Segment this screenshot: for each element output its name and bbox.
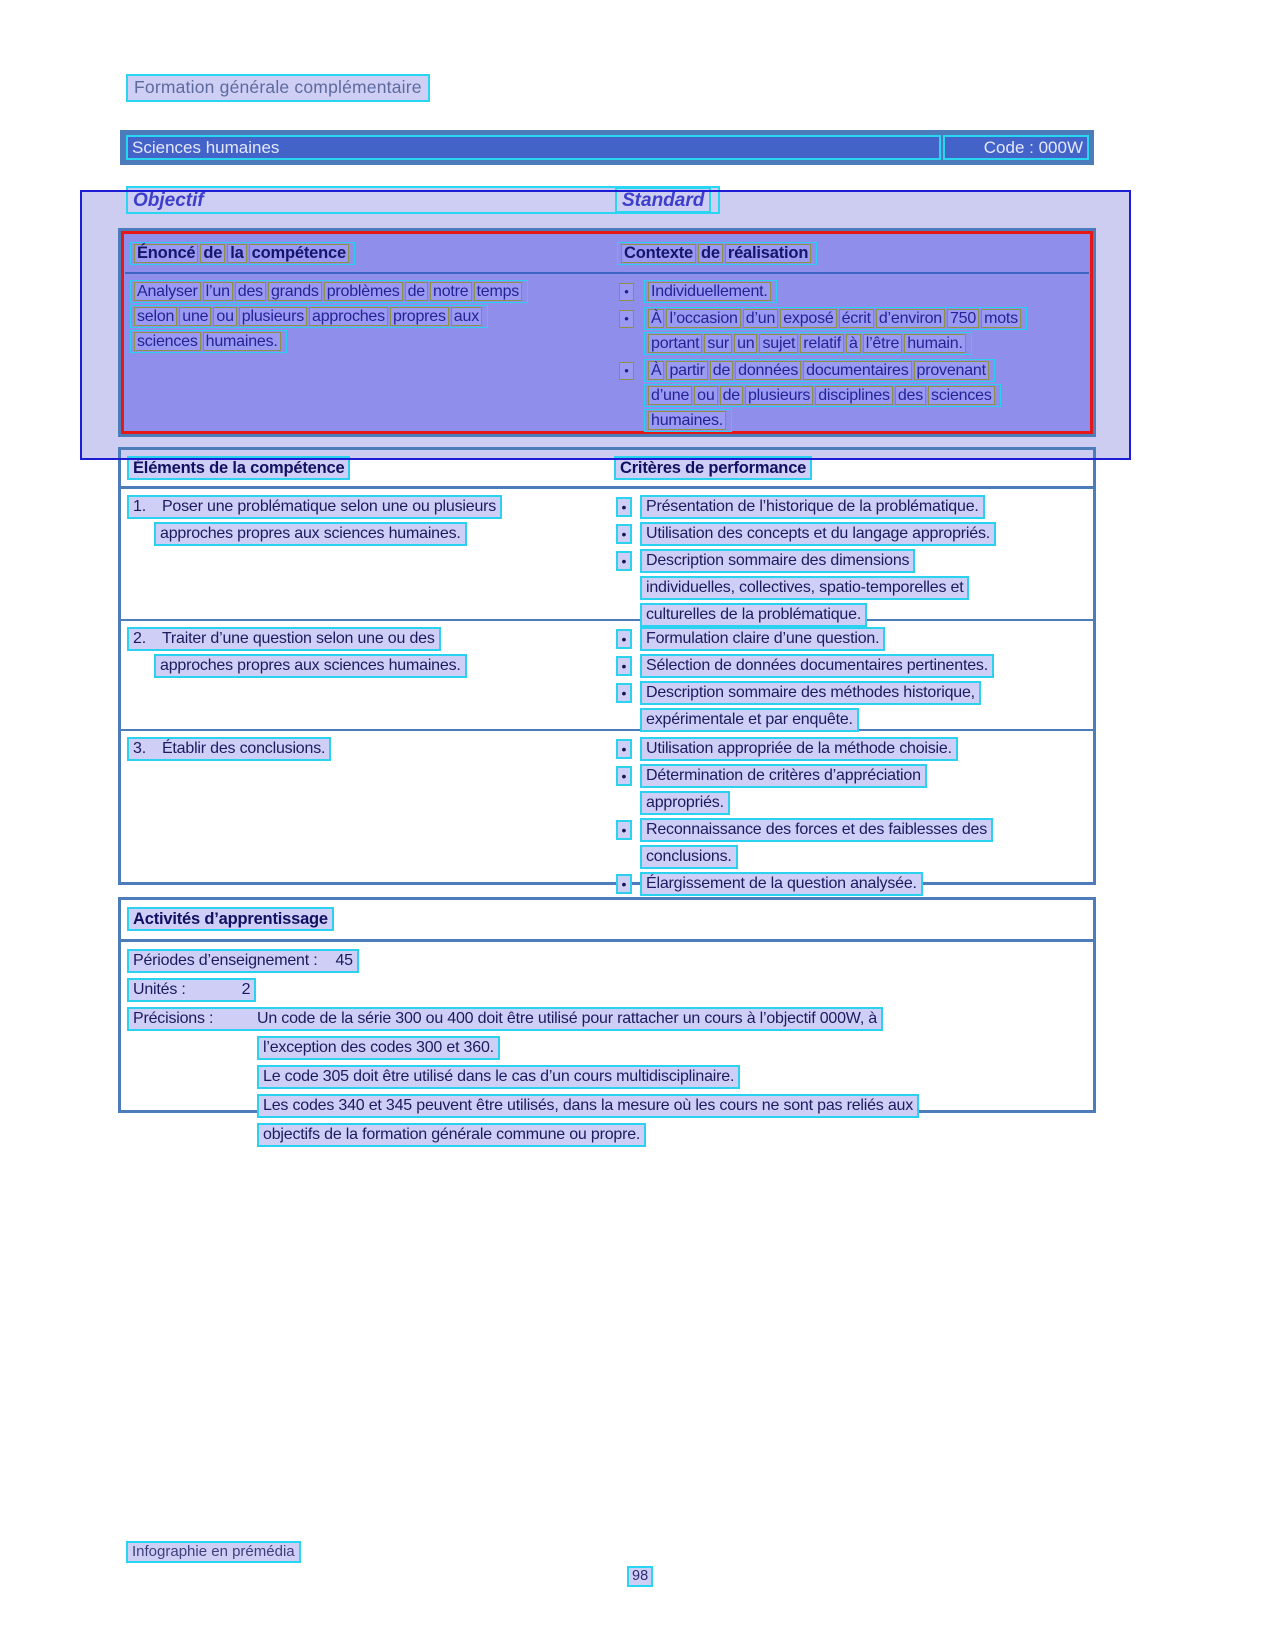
criteria-lines [640, 872, 923, 899]
activities-body [121, 942, 1093, 1150]
line-highlight [130, 305, 488, 328]
word-highlight: portant [648, 334, 702, 353]
word-highlight: réalisation [725, 244, 811, 263]
word-highlight: disciplines [815, 386, 893, 405]
word-highlight: sujet [759, 334, 798, 353]
word-highlight: relatif [800, 334, 844, 353]
criteria-lines [640, 737, 958, 764]
bullet-icon: • [619, 362, 634, 380]
periodes-line [127, 949, 1087, 976]
bullet-icon: • [619, 283, 634, 301]
line-highlight: 3. Établir des conclusions. [127, 737, 331, 761]
bullet-icon: • [616, 766, 632, 786]
competence-table-red-frame [121, 231, 1093, 434]
criteria-item [614, 764, 1087, 818]
elements-table [118, 447, 1096, 892]
word-highlight: une [179, 307, 211, 326]
subject-banner [120, 130, 1094, 165]
enonce-line [130, 305, 617, 330]
table-row [121, 731, 1093, 903]
bullet-icon: • [616, 739, 632, 759]
word-highlight: d’une [648, 386, 692, 405]
word-highlight: temps [474, 282, 523, 301]
element-number: 1. [133, 498, 146, 515]
criteria-item [614, 818, 1087, 872]
word-highlight: de [720, 386, 743, 405]
word-highlight: écrit [839, 309, 874, 328]
footer-note [126, 1541, 301, 1563]
word-highlight: de [200, 244, 225, 263]
word-highlight: problèmes [324, 282, 403, 301]
criteria-item [614, 681, 1087, 735]
word-highlight: Analyser [134, 282, 201, 301]
word-highlight: l’un [203, 282, 233, 301]
word-highlight: documentaires [803, 361, 911, 380]
word-highlight: de [698, 244, 723, 263]
line-highlight [644, 409, 732, 432]
line-highlight: Présentation de l’historique de la problématique. [640, 495, 985, 519]
word-highlight: 750 [947, 309, 979, 328]
standard-heading-box [615, 187, 711, 213]
precisions-text: Un code de la série 300 ou 400 doit être utilisé pour rattacher un cours à l’objectif 000W, à [257, 1010, 878, 1027]
word-highlight: selon [134, 307, 177, 326]
subject-name [126, 135, 941, 160]
word-highlight: Contexte [621, 244, 696, 263]
competence-table-header [124, 234, 1090, 272]
line-highlight [617, 242, 817, 265]
line-highlight [614, 456, 812, 480]
line-highlight [644, 359, 995, 382]
word-highlight: des [235, 282, 266, 301]
activities-header-text: Activités d’apprentissage [133, 910, 328, 928]
contexte-header [617, 242, 817, 267]
line-highlight: 1. Poser une problématique selon une ou plusieurs [127, 495, 502, 519]
criteria-lines [640, 627, 885, 654]
precisions-line [257, 1094, 1087, 1121]
line-highlight: expérimentale et par enquête. [640, 708, 859, 732]
criteria-lines [640, 681, 981, 735]
word-highlight: notre [430, 282, 471, 301]
bullet-icon: • [616, 820, 632, 840]
line-highlight [644, 332, 972, 355]
bullet-icon: • [616, 524, 632, 544]
bullet-icon: • [616, 629, 632, 649]
precisions-first-line [127, 1007, 1087, 1034]
enonce-header [130, 242, 617, 267]
word-highlight: l’être [863, 334, 902, 353]
word-highlight: d’un [743, 309, 778, 328]
line-highlight [644, 280, 777, 303]
page-number-text: 98 [632, 1568, 649, 1584]
word-highlight: des [895, 386, 926, 405]
element-cell [127, 627, 614, 725]
criteria-lines [640, 764, 927, 818]
line-highlight: individuelles, collectives, spatio-temporelles et [640, 576, 969, 600]
enonce-line [130, 330, 617, 355]
word-highlight: de [405, 282, 428, 301]
word-highlight: de [710, 361, 733, 380]
criteria-item [614, 737, 1087, 764]
elements-header-text: Éléments de la compétence [133, 459, 345, 477]
word-highlight: provenant [914, 361, 989, 380]
line-highlight [127, 1007, 883, 1031]
precisions-line [257, 1036, 1087, 1063]
bullet-icon: • [616, 874, 632, 894]
bullet-icon: • [616, 683, 632, 703]
line-highlight: 2. Traiter d’une question selon une ou des [127, 627, 441, 651]
line-highlight: Utilisation appropriée de la méthode choisie. [640, 737, 958, 761]
precisions-line [257, 1123, 1087, 1150]
table-row [121, 489, 1093, 621]
word-highlight: propres [390, 307, 449, 326]
line-highlight: approches propres aux sciences humaines. [154, 654, 467, 678]
subject-code [943, 135, 1089, 160]
contexte-line [644, 280, 777, 305]
criteria-item [614, 522, 1087, 549]
criteria-lines [640, 522, 996, 549]
objectif-heading: Objectif [133, 190, 204, 211]
element-cell [127, 495, 614, 615]
standard-heading: Standard [622, 190, 705, 211]
word-highlight: exposé [780, 309, 836, 328]
bullet-icon: • [619, 310, 634, 328]
enonce-cell [130, 280, 617, 436]
word-highlight: sciences [928, 386, 995, 405]
line-highlight: Le code 305 doit être utilisé dans le cas d’un cours multidisciplinaire. [257, 1065, 740, 1089]
word-highlight: À [648, 361, 664, 380]
criteres-header-cell [614, 456, 812, 483]
line-highlight [130, 330, 287, 353]
line-highlight [127, 978, 256, 1002]
activities-header [121, 900, 1093, 939]
line-highlight: objectifs de la formation générale commune ou propre. [257, 1123, 646, 1147]
word-highlight: un [734, 334, 757, 353]
word-highlight: plusieurs [745, 386, 813, 405]
word-highlight: approches [309, 307, 388, 326]
word-highlight: aux [451, 307, 482, 326]
criteria-cell [614, 737, 1087, 899]
word-highlight: la [227, 244, 246, 263]
table-row [121, 621, 1093, 731]
line-highlight: Détermination de critères d’appréciation [640, 764, 927, 788]
line-highlight: Élargissement de la question analysée. [640, 872, 923, 896]
word-highlight: l’occasion [666, 309, 740, 328]
contexte-line [644, 409, 1001, 434]
contexte-item [617, 307, 1084, 357]
competence-table [118, 228, 1096, 437]
page-title [126, 74, 430, 102]
element-continuation-line [154, 654, 614, 681]
line-highlight: l’exception des codes 300 et 360. [257, 1036, 500, 1060]
criteria-cell [614, 627, 1087, 728]
criteria-lines [640, 549, 969, 630]
elements-table-body [121, 489, 1093, 903]
page-title-text: Formation générale complémentaire [134, 77, 422, 97]
element-number: 2. [133, 630, 146, 647]
criteres-header-text: Critères de performance [620, 459, 807, 477]
word-highlight: données [735, 361, 801, 380]
footer-note-text: Infographie en prémédia [132, 1543, 295, 1560]
contexte-line [644, 359, 1001, 384]
contexte-cell [617, 280, 1084, 436]
word-highlight: humain. [904, 334, 966, 353]
item-lines [644, 359, 1001, 434]
line-highlight: approches propres aux sciences humaines. [154, 522, 467, 546]
objectif-standard-row [126, 186, 720, 214]
word-highlight: Énoncé [134, 244, 198, 263]
line-highlight: Les codes 340 et 345 peuvent être utilisés, dans la mesure où les cours ne sont pas reliés aux [257, 1094, 919, 1118]
contexte-item [617, 359, 1084, 434]
periodes-label: Périodes d’enseignement : [133, 952, 318, 969]
criteria-lines [640, 818, 993, 872]
subject-name-text: Sciences humaines [132, 137, 280, 157]
precisions-continuation [127, 1036, 1087, 1150]
unites-value: 2 [241, 981, 251, 998]
line-highlight [130, 242, 355, 265]
word-highlight: sciences [134, 332, 201, 351]
line-highlight [644, 307, 1027, 330]
item-lines [644, 280, 777, 305]
banner-highlight-strip [126, 135, 1089, 160]
criteria-item [614, 654, 1087, 681]
word-highlight: Individuellement. [648, 282, 771, 301]
subject-code-text: Code : 000W [983, 137, 1083, 157]
criteria-item [614, 549, 1087, 630]
line-highlight: conclusions. [640, 845, 738, 869]
precisions-label: Précisions : [133, 1010, 214, 1027]
item-lines [644, 307, 1027, 357]
contexte-line [644, 332, 1027, 357]
line-highlight: Description sommaire des dimensions [640, 549, 915, 573]
criteria-cell [614, 495, 1087, 623]
bullet-icon: • [616, 497, 632, 517]
element-cell [127, 737, 614, 899]
unites-label: Unités : [133, 981, 186, 998]
bullet-icon: • [616, 656, 632, 676]
periodes-value: 45 [335, 952, 353, 969]
line-highlight [127, 949, 359, 973]
word-highlight: d’environ [876, 309, 945, 328]
contexte-line [644, 384, 1001, 409]
line-highlight: Reconnaissance des forces et des faiblesses des [640, 818, 993, 842]
line-highlight [130, 280, 528, 303]
element-number: 3. [133, 740, 146, 757]
line-highlight [644, 384, 1001, 407]
line-highlight: Utilisation des concepts et du langage appropriés. [640, 522, 996, 546]
bullet-icon: • [616, 551, 632, 571]
line-highlight [127, 907, 334, 931]
word-highlight: compétence [249, 244, 349, 263]
activities-box [118, 897, 1096, 1143]
competence-table-body [124, 274, 1090, 436]
element-continuation-line [154, 522, 614, 549]
elements-header-cell [127, 456, 614, 483]
line-highlight: Description sommaire des méthodes historique, [640, 681, 981, 705]
criteria-lines [640, 495, 985, 522]
word-highlight: humaines. [648, 411, 726, 430]
line-highlight: culturelles de la problématique. [640, 603, 867, 627]
line-highlight: Sélection de données documentaires pertinentes. [640, 654, 994, 678]
word-highlight: sur [704, 334, 732, 353]
page-number [627, 1566, 653, 1587]
line-highlight: Formulation claire d’une question. [640, 627, 885, 651]
word-highlight: grands [268, 282, 322, 301]
line-highlight [127, 456, 350, 480]
word-highlight: humaines. [203, 332, 281, 351]
word-highlight: À [648, 309, 664, 328]
word-highlight: partir [666, 361, 707, 380]
elements-table-header [121, 450, 1093, 486]
criteria-item [614, 627, 1087, 654]
enonce-line [130, 280, 617, 305]
criteria-item [614, 495, 1087, 522]
word-highlight: ou [694, 386, 717, 405]
criteria-lines [640, 654, 994, 681]
criteria-item [614, 872, 1087, 899]
precisions-line [257, 1065, 1087, 1092]
word-highlight: mots [981, 309, 1021, 328]
word-highlight: ou [213, 307, 236, 326]
unites-line [127, 978, 1087, 1005]
contexte-line [644, 307, 1027, 332]
line-highlight: appropriés. [640, 791, 730, 815]
word-highlight: à [846, 334, 861, 353]
contexte-item [617, 280, 1084, 305]
word-highlight: plusieurs [239, 307, 307, 326]
